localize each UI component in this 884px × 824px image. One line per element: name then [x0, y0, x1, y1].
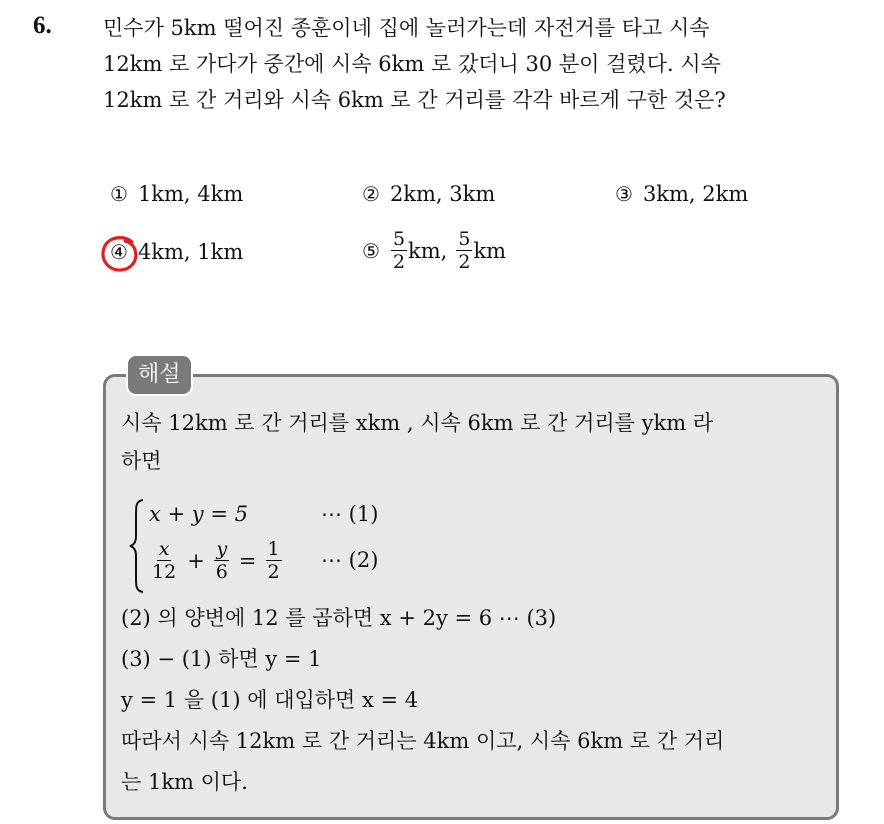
plus-sign: + [187, 548, 205, 573]
solution-line: 하면 [121, 449, 162, 473]
fraction [456, 228, 472, 273]
left-brace-icon [127, 498, 147, 594]
solution-step: y = 1 을 (1) 에 대입하면 x = 4 [121, 688, 419, 712]
fraction-denominator: 2 [392, 251, 406, 273]
choice-5[interactable] [362, 228, 506, 273]
choice-mark: ④ [110, 240, 128, 264]
fraction-numerator: 5 [458, 228, 471, 250]
choice-unit: km [473, 238, 507, 263]
solution-line: 시속 12km 로 간 거리를 xkm , 시속 6km 로 간 거리를 ykm 라 [121, 411, 714, 435]
equation-1: x + y = 5 [149, 502, 248, 526]
choice-unit: km, [408, 238, 448, 263]
fraction [214, 538, 230, 583]
choice-mark: ⑤ [362, 238, 380, 263]
question-text [103, 10, 863, 118]
fraction [266, 538, 282, 583]
choice-text: 2km, 3km [389, 182, 496, 206]
equation-2-tag: ⋯ (2) [321, 548, 379, 572]
question-line: 12km 로 간 거리와 시속 6km 로 간 거리를 각각 바르게 구한 것은? [103, 88, 726, 112]
solution-step: (3) − (1) 하면 y = 1 [121, 647, 322, 671]
choice-text: 1km, 4km [137, 182, 244, 206]
solution-intro [121, 404, 831, 480]
choice-mark: ① [110, 182, 128, 206]
fraction [391, 228, 407, 273]
choice-1[interactable] [110, 182, 243, 206]
equals-sign: = [238, 548, 257, 573]
fraction-numerator: 5 [392, 228, 406, 250]
solution-step: 따라서 시속 12km 로 간 거리는 4km 이고, 시속 6km 로 간 거리 [121, 729, 725, 753]
solution-step: (2) 의 양변에 12 를 곱하면 x + 2y = 6 ⋯ (3) [121, 606, 557, 630]
fraction-denominator: 6 [215, 561, 228, 583]
fraction-denominator: 12 [152, 561, 177, 583]
choice-text: 3km, 2km [642, 182, 749, 206]
equation-system [121, 498, 521, 594]
question-number: 6. [33, 12, 52, 39]
question-line: 12km 로 가다가 중간에 시속 6km 로 갔더니 30 분이 걸렸다. 시속 [103, 52, 721, 76]
solution-step: 는 1km 이다. [121, 770, 248, 794]
fraction-numerator: 1 [267, 538, 280, 560]
equation-2 [149, 538, 283, 583]
fraction [150, 538, 178, 583]
choice-text: 4km, 1km [137, 240, 244, 264]
fraction-numerator: x [158, 538, 170, 560]
choice-mark: ③ [615, 182, 633, 206]
fraction-denominator: 2 [267, 561, 280, 583]
solution-tag: 해설 [126, 354, 193, 396]
choice-mark: ② [362, 182, 380, 206]
question-line: 민수가 5km 떨어진 종훈이네 집에 놀러가는데 자전거를 타고 시속 [103, 16, 710, 40]
choice-2[interactable] [362, 182, 495, 206]
equation-1-tag: ⋯ (1) [321, 502, 379, 526]
choice-3[interactable] [615, 182, 748, 206]
fraction-numerator: y [216, 538, 228, 560]
solution-steps [121, 598, 831, 803]
answer-circle-mark [99, 233, 141, 275]
fraction-denominator: 2 [458, 251, 471, 273]
